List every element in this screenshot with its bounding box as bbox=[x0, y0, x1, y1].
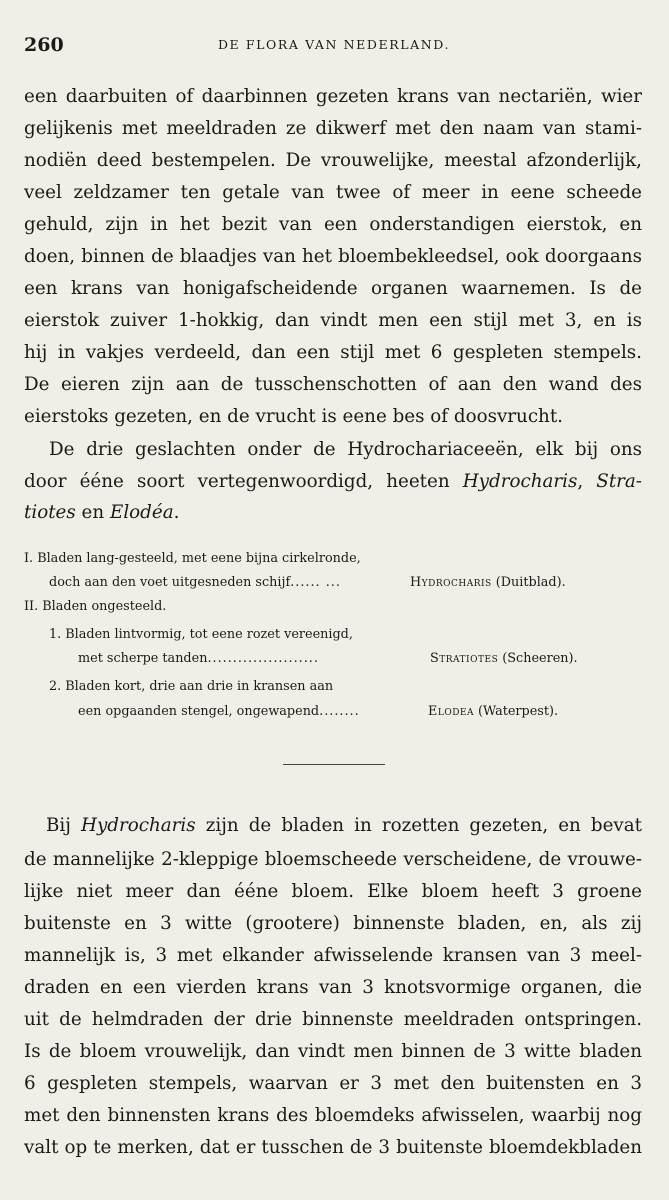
key-genus-stratiotes: Stratiotes (Scheeren). bbox=[430, 651, 578, 666]
text-line: de mannelijke 2-kleppige bloemscheede verscheidene, de vrouwe- bbox=[24, 849, 642, 870]
text-line: buitenste en 3 witte (grootere) binnenste bladen, en, als zij bbox=[24, 913, 642, 934]
text-line: doen, binnen de blaadjes van het bloembekleedsel, ook doorgaans bbox=[24, 246, 642, 267]
genus-name: Hydrocharis bbox=[81, 815, 196, 836]
text-line: Is de bloem vrouwelijk, dan vindt men binnen de 3 witte bladen bbox=[24, 1041, 642, 1062]
page-number: 260 bbox=[24, 34, 64, 56]
text-line: met den binnensten krans des bloemdeks afwisselen, waarbij nog bbox=[24, 1105, 642, 1126]
text-line: gelijkenis met meeldraden ze dikwerf met den naam van stami- bbox=[24, 118, 642, 139]
text-line: door ééne soort vertegenwoordigd, heeten Hydrocharis, Stra- bbox=[24, 471, 642, 492]
text-line: nodiën deed bestempelen. De vrouwelijke, meestal afzonderlijk, bbox=[24, 150, 642, 171]
text-line: De drie geslachten onder de Hydrochariaceeën, elk bij ons bbox=[49, 439, 642, 460]
genus-name: Stra- bbox=[596, 471, 642, 492]
text-line: draden en een vierden krans van 3 knotsvormige organen, die bbox=[24, 977, 642, 998]
key-entry-ii: II. Bladen ongesteeld. bbox=[24, 599, 167, 614]
text-line: lijke niet meer dan ééne bloem. Elke bloem heeft 3 groene bbox=[24, 881, 642, 902]
key-entry-ii-1: 1. Bladen lintvormig, tot eene rozet vereenigd, bbox=[49, 627, 353, 642]
text-line: hij in vakjes verdeeld, dan een stijl met 6 gespleten stempels. bbox=[24, 342, 642, 363]
key-entry-ii-2-cont: een opgaanden stengel, ongewapend........ bbox=[78, 704, 360, 719]
key-entry-ii-1-cont: met scherpe tanden...................... bbox=[78, 651, 319, 666]
genus-name: Hydrocharis bbox=[462, 471, 578, 492]
text-line: De eieren zijn aan de tusschenschotten of aan den wand des bbox=[24, 374, 642, 395]
running-title: DE FLORA VAN NEDERLAND. bbox=[217, 37, 451, 52]
text-line: eierstoks gezeten, en de vrucht is eene bes of doosvrucht. bbox=[24, 406, 563, 427]
text-line: uit de helmdraden der drie binnenste meeldraden ontspringen. bbox=[24, 1009, 642, 1030]
text-line: eierstok zuiver 1-hokkig, dan vindt men een stijl met 3, en is bbox=[24, 310, 642, 331]
key-genus-elodea: Elodea (Waterpest). bbox=[428, 704, 559, 719]
text-line: tiotes en Elodéa. bbox=[24, 502, 180, 523]
text-line: valt op te merken, dat er tusschen de 3 buitenste bloemdekbladen bbox=[24, 1137, 642, 1158]
key-genus-hydrocharis: Hydrocharis (Duitblad). bbox=[410, 575, 566, 590]
text-line: een krans van honigafscheidende organen waarnemen. Is de bbox=[24, 278, 642, 299]
text-line: een daarbuiten of daarbinnen gezeten krans van nectariën, wier bbox=[24, 86, 642, 107]
page-header bbox=[24, 34, 644, 58]
key-entry-i-cont: doch aan den voet uitgesneden schijf...... ... bbox=[49, 575, 341, 590]
key-entry-ii-2: 2. Bladen kort, drie aan drie in kransen aan bbox=[49, 679, 334, 694]
section-divider bbox=[283, 764, 385, 765]
genus-name: tiotes bbox=[24, 502, 76, 523]
text-line: veel zeldzamer ten getale van twee of meer in eene scheede bbox=[24, 182, 642, 203]
text-line: mannelijk is, 3 met elkander afwisselende kransen van 3 meel- bbox=[24, 945, 642, 966]
text-line: 6 gespleten stempels, waarvan er 3 met den buitensten en 3 bbox=[24, 1073, 642, 1094]
text-line: Bij Hydrocharis zijn de bladen in rozetten gezeten, en bevat bbox=[46, 815, 642, 836]
text-line: gehuld, zijn in het bezit van een onderstandigen eierstok, en bbox=[24, 214, 642, 235]
key-entry-i: I. Bladen lang-gesteeld, met eene bijna cirkelronde, bbox=[24, 551, 361, 566]
genus-name: Elodéa bbox=[109, 502, 174, 523]
